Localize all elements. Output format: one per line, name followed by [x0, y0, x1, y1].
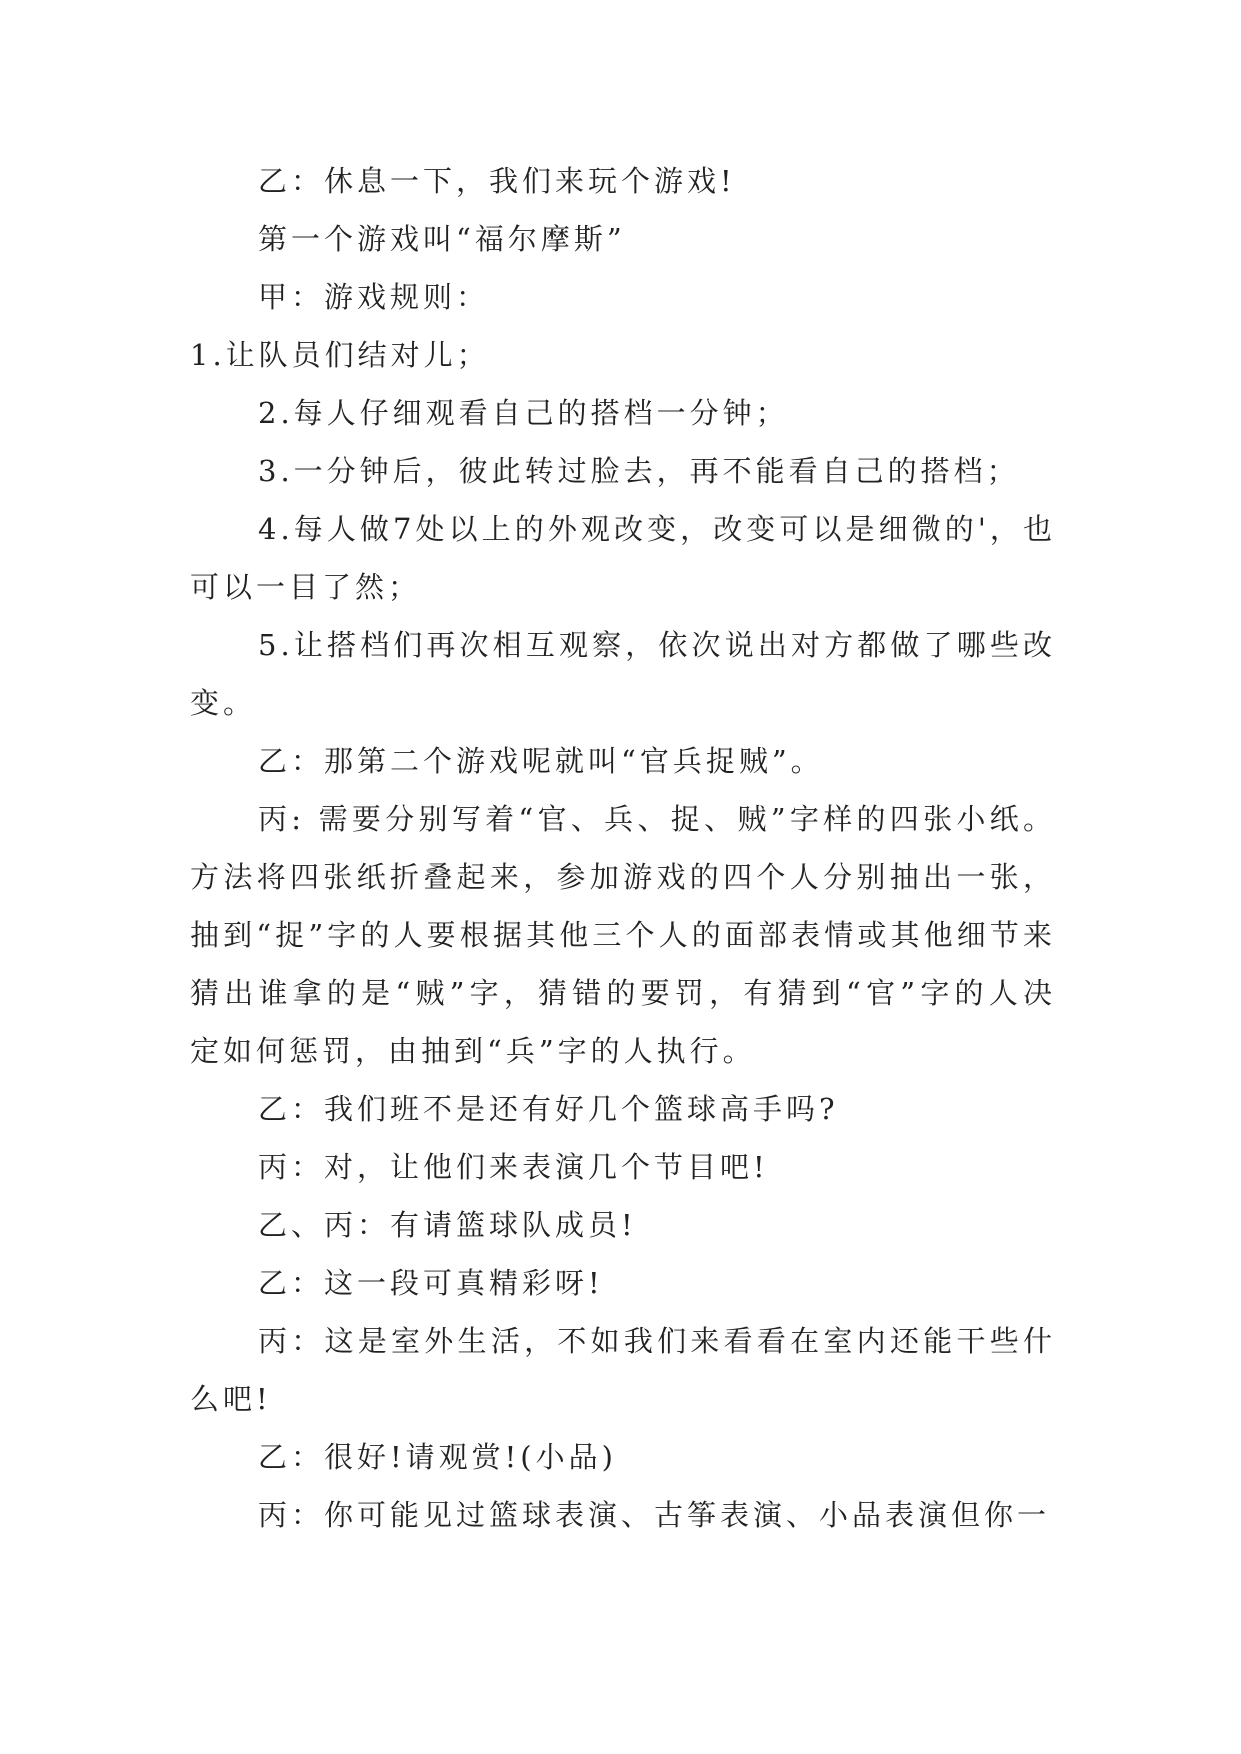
dialogue-line: 乙：那第二个游戏呢就叫“官兵捉贼”。 [258, 744, 824, 778]
rule-item: 5.让搭档们再次相互观察，依次说出对方都做了哪些改变。 [190, 628, 1056, 720]
dialogue-line: 丙：你可能见过篮球表演、古筝表演、小品表演但你一 [258, 1498, 1051, 1532]
dialogue-line: 丙：对，让他们来表演几个节目吧! [258, 1150, 769, 1184]
rule-item: 1.让队员们结对儿； [190, 338, 490, 372]
rule-item: 4.每人做7处以上的外观改变，改变可以是细微的'，也可以一目了然； [190, 512, 1056, 604]
game-rules-paragraph: 丙: 需要分别写着“官、兵、捉、贼”字样的四张小纸。方法将四张纸折叠起来，参加游戏的四个人分别抽出一张，抽到“捉”字的人要根据其他三个人的面部表情或其他细节来猜出谁拿的是“贼”字，猜错的要罚，有猜到“官”字的人决定如何惩罚，由抽到“兵”字的人执行。 [190, 802, 1056, 1068]
dialogue-line: 乙：这一段可真精彩呀! [258, 1266, 604, 1300]
dialogue-line: 丙：这是室外生活，不如我们来看看在室内还能干些什么吧! [190, 1324, 1056, 1416]
dialogue-line: 甲：游戏规则： [258, 280, 490, 314]
game-title-line: 第一个游戏叫“福尔摩斯” [258, 222, 626, 256]
rule-item: 3.一分钟后，彼此转过脸去，再不能看自己的搭档； [258, 454, 1020, 488]
dialogue-line: 乙、丙：有请篮球队成员! [258, 1208, 637, 1242]
dialogue-line: 乙：休息一下，我们来玩个游戏! [258, 164, 736, 198]
dialogue-line: 乙：我们班不是还有好几个篮球高手吗? [258, 1092, 839, 1126]
rule-item: 2.每人仔细观看自己的搭档一分钟； [258, 396, 789, 430]
document-body [190, 152, 1056, 1544]
dialogue-line: 乙：很好!请观赏!(小品) [258, 1440, 617, 1474]
